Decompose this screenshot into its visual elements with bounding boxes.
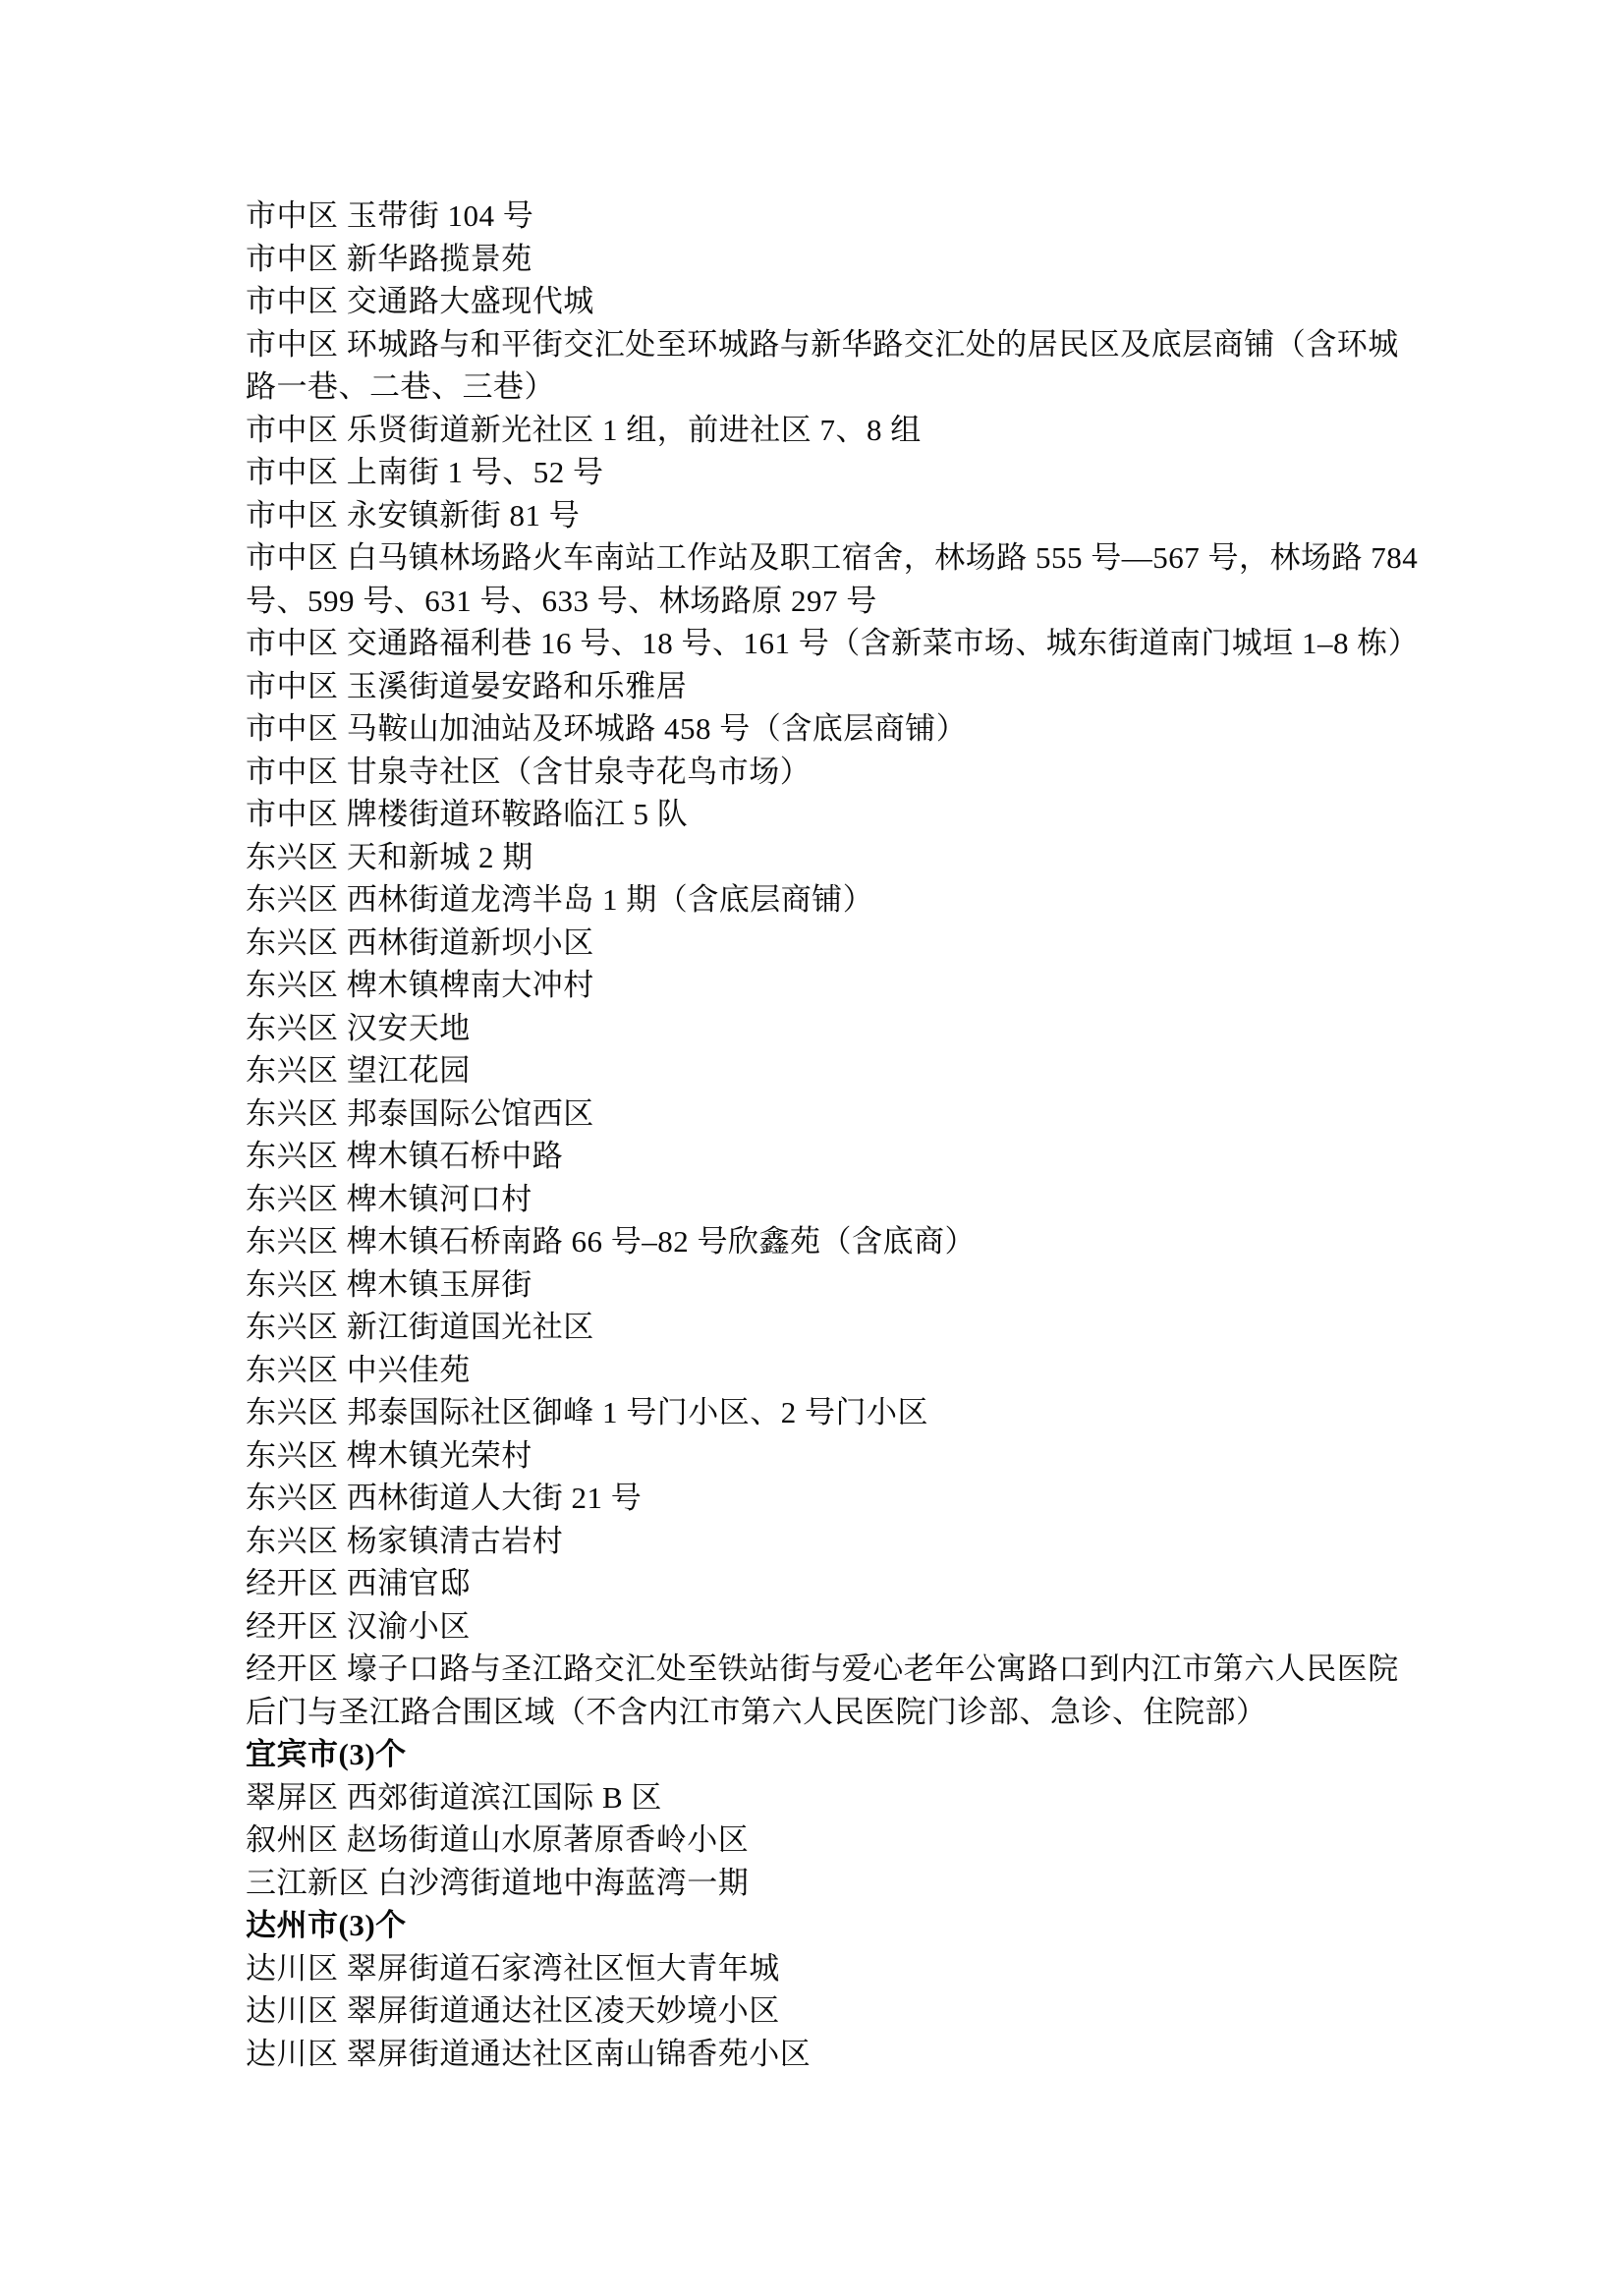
text-line: 市中区 永安镇新街 81 号 [246, 497, 581, 532]
text-line: 达川区 翠屏街道石家湾社区恒大青年城 [246, 1950, 780, 1986]
text-line: 东兴区 椑木镇椑南大冲村 [246, 968, 594, 1002]
document-lines [246, 195, 1420, 2075]
text-line: 市中区 玉溪街道晏安路和乐雅居 [246, 668, 688, 703]
text-line: 东兴区 邦泰国际社区御峰 1 号门小区、2 号门小区 [246, 1395, 928, 1429]
text-line: 市中区 上南街 1 号、52 号 [246, 455, 604, 489]
text-line: 市中区 牌楼街道环鞍路临江 5 队 [246, 797, 689, 831]
text-line: 东兴区 中兴佳苑 [246, 1352, 471, 1387]
text-line: 市中区 甘泉寺社区（含甘泉寺花鸟市场） [246, 754, 812, 789]
text-line: 东兴区 西林街道新坝小区 [246, 924, 594, 960]
text-line: 东兴区 椑木镇石桥中路 [246, 1139, 564, 1173]
text-line: 经开区 西浦官邸 [246, 1566, 471, 1600]
text-line: 东兴区 椑木镇石桥南路 66 号–82 号欣鑫苑（含底商） [246, 1224, 976, 1259]
text-line: 东兴区 邦泰国际公馆西区 [246, 1095, 594, 1131]
text-line: 东兴区 椑木镇玉屏街 [246, 1266, 532, 1302]
text-line: 东兴区 西林街道人大街 21 号 [246, 1481, 643, 1515]
text-line: 翠屏区 西郊街道滨江国际 B 区 [246, 1779, 662, 1815]
text-line: 后门与圣江路合围区域（不含内江市第六人民医院门诊部、急诊、住院部） [246, 1694, 1267, 1729]
text-line: 达州市(3)个 [246, 1908, 407, 1942]
text-line: 号、599 号、631 号、633 号、林场路原 297 号 [246, 583, 877, 618]
text-line: 叙州区 赵场街道山水原著原香岭小区 [246, 1822, 750, 1857]
text-line: 经开区 壕子口路与圣江路交汇处至铁站街与爱心老年公寓路口到内江市第六人民医院 [246, 1651, 1399, 1686]
text-line: 东兴区 望江花园 [246, 1053, 471, 1088]
text-line: 东兴区 汉安天地 [246, 1010, 471, 1045]
text-line: 东兴区 杨家镇清古岩村 [246, 1523, 564, 1558]
text-line: 市中区 交通路福利巷 16 号、18 号、161 号（含新菜市场、城东街道南门城垣 1–8 栋） [246, 626, 1420, 660]
text-line: 东兴区 新江街道国光社区 [246, 1310, 594, 1344]
text-line: 东兴区 西林街道龙湾半岛 1 期（含底层商铺） [246, 882, 874, 917]
text-line: 东兴区 椑木镇河口村 [246, 1181, 532, 1216]
text-line: 达川区 翠屏街道通达社区南山锦香苑小区 [246, 2036, 812, 2071]
text-line: 经开区 汉渝小区 [246, 1608, 471, 1644]
text-line: 三江新区 白沙湾街道地中海蓝湾一期 [246, 1865, 750, 1900]
text-line: 市中区 交通路大盛现代城 [246, 284, 594, 318]
text-line: 达川区 翠屏街道通达社区凌天妙境小区 [246, 1993, 780, 2028]
text-line: 市中区 玉带街 104 号 [246, 198, 534, 233]
text-line: 东兴区 椑木镇光荣村 [246, 1437, 532, 1473]
text-line: 市中区 环城路与和平街交汇处至环城路与新华路交汇处的居民区及底层商铺（含环城 [246, 326, 1399, 362]
text-line: 市中区 白马镇林场路火车南站工作站及职工宿舍，林场路 555 号—567 号，林场路 784 [246, 540, 1419, 575]
text-line: 市中区 新华路揽景苑 [246, 241, 532, 276]
text-line: 路一巷、二巷、三巷） [246, 369, 555, 404]
text-line: 宜宾市(3)个 [246, 1737, 407, 1771]
text-line: 东兴区 天和新城 2 期 [246, 839, 533, 874]
text-line: 市中区 乐贤街道新光社区 1 组，前进社区 7、8 组 [246, 412, 922, 447]
text-line: 市中区 马鞍山加油站及环城路 458 号（含底层商铺） [246, 711, 968, 746]
